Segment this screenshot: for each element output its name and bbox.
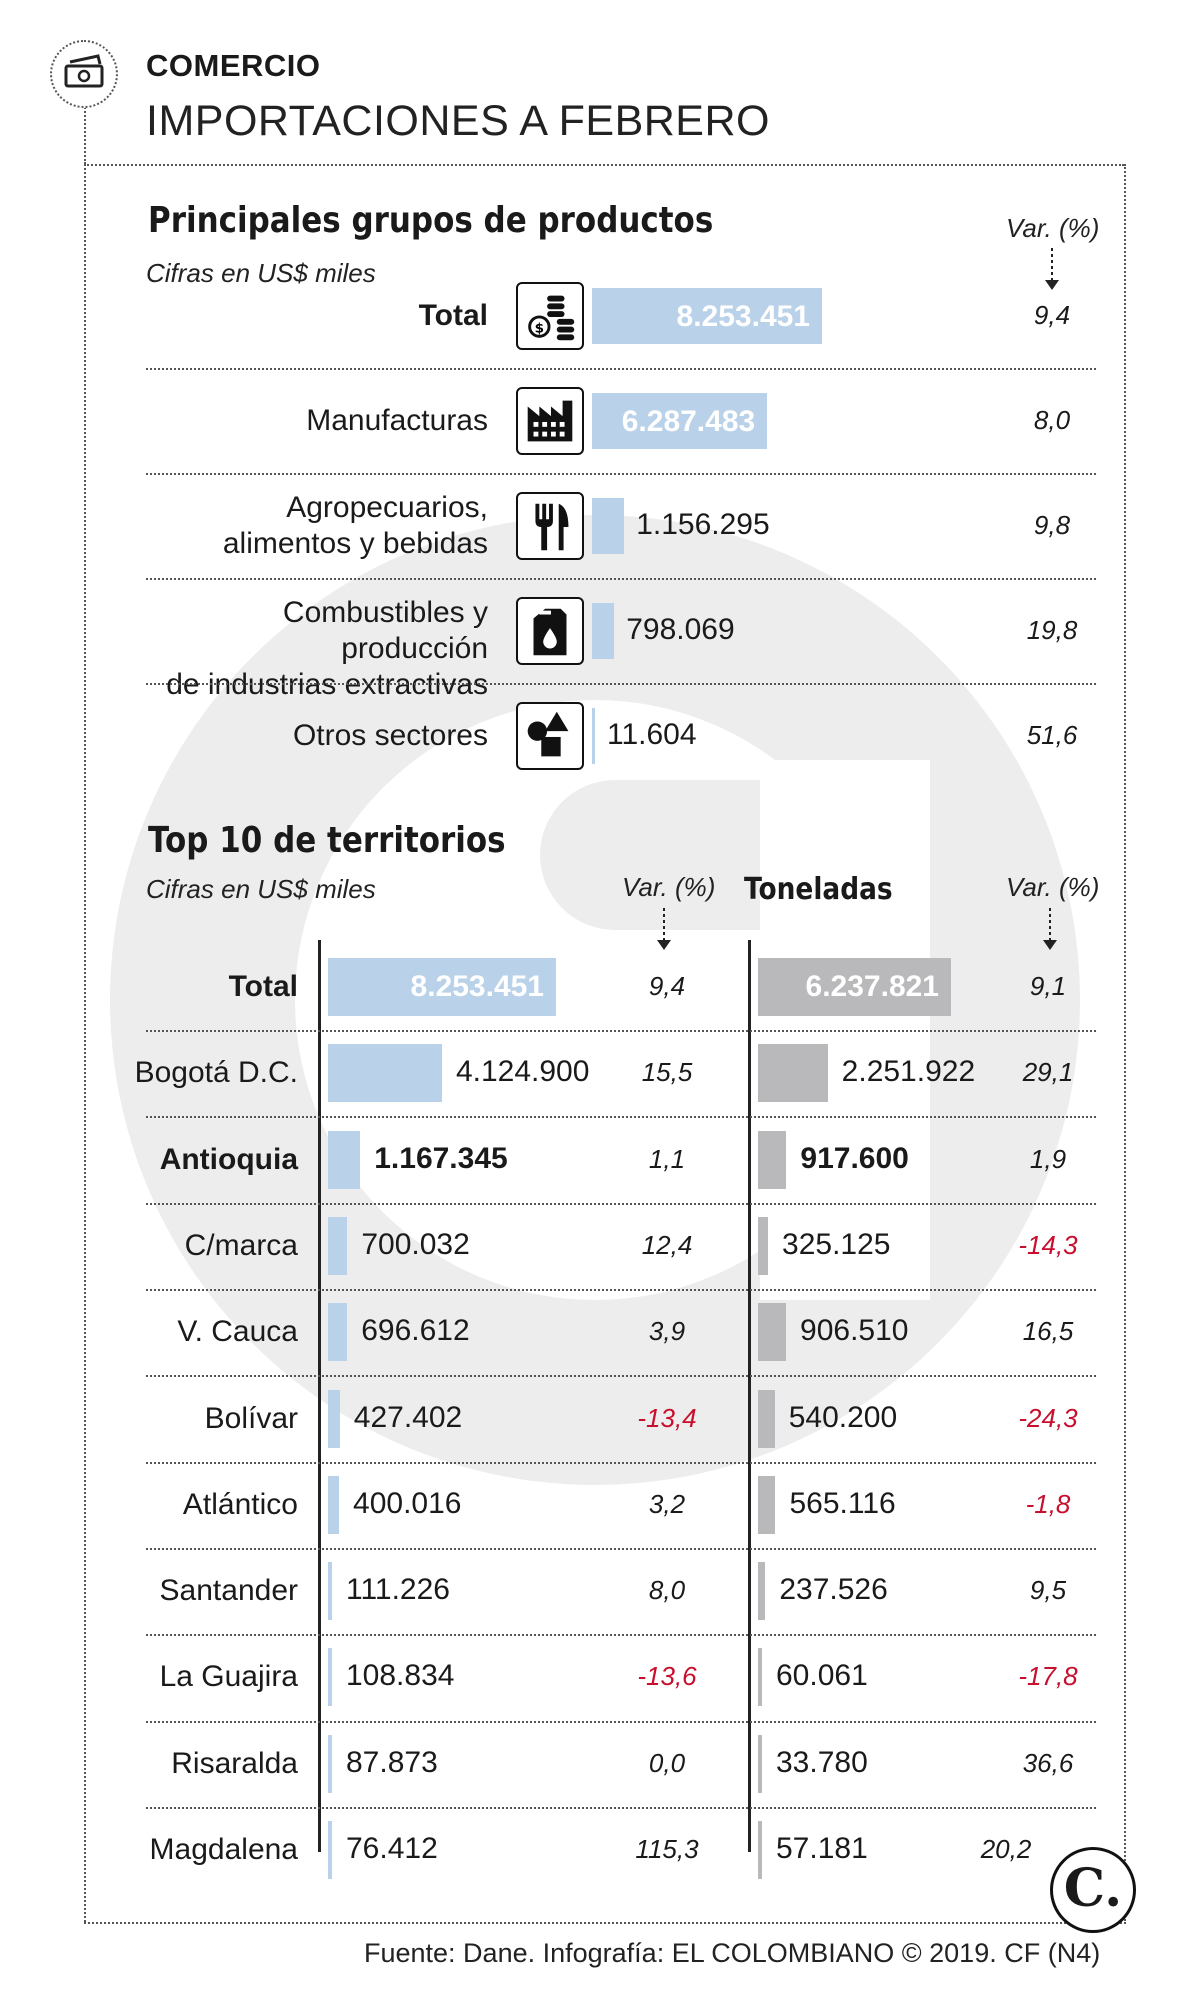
- tons-bar: [758, 1476, 775, 1534]
- tons-var: 36,6: [1022, 1747, 1074, 1778]
- tons-value-label: 57.181: [776, 1832, 868, 1865]
- product-bar: [592, 498, 624, 554]
- product-var: 9,8: [1033, 510, 1071, 540]
- territories-var-arrow-icon: [652, 906, 676, 954]
- product-label: [128, 298, 488, 334]
- territory-var: -13,4: [637, 1402, 697, 1433]
- product-label-line: alimentos y bebidas: [222, 527, 488, 560]
- tons-value-label: 2.251.922: [841, 1055, 976, 1089]
- tons-value-label: 906.510: [800, 1314, 909, 1348]
- product-label: [128, 490, 488, 562]
- territory-label: Total: [228, 970, 298, 1003]
- product-label: [128, 718, 488, 754]
- product-var: 19,8: [1026, 615, 1078, 645]
- product-separator: [146, 473, 1096, 475]
- tons-var: 29,1: [1022, 1057, 1074, 1088]
- territory-bar: [328, 1648, 332, 1706]
- territory-label: Magdalena: [149, 1833, 298, 1866]
- product-var: 51,6: [1026, 720, 1078, 750]
- product-value-label: 1.156.295: [636, 508, 770, 541]
- territory-var: -13,6: [637, 1661, 697, 1692]
- territory-separator: [146, 1548, 1096, 1550]
- territories-title: Top 10 de territorios: [148, 820, 506, 861]
- territory-var: 0,0: [648, 1747, 686, 1778]
- territory-label: Bolívar: [204, 1401, 298, 1435]
- tons-var: 16,5: [1022, 1316, 1074, 1347]
- territory-bar: [328, 1044, 442, 1102]
- territory-separator: [146, 1807, 1096, 1809]
- source-note: Fuente: Dane. Infografía: EL COLOMBIANO © 2019. CF (N4): [364, 1938, 1101, 1968]
- tons-value-label: 60.061: [776, 1659, 868, 1693]
- territory-bar: [328, 1821, 332, 1879]
- territory-label: Atlántico: [182, 1487, 298, 1521]
- territory-bar: [328, 1735, 332, 1793]
- svg-text:$: $: [534, 320, 545, 337]
- territory-var: 15,5: [641, 1057, 693, 1088]
- product-separator: [146, 368, 1096, 370]
- territory-value-label: 76.412: [346, 1832, 438, 1865]
- tons-value-label: 6.237.821: [805, 970, 939, 1003]
- products-var-arrow-icon: [1040, 246, 1064, 294]
- product-separator: [146, 683, 1096, 685]
- territory-value-label: 1.167.345: [374, 1141, 508, 1175]
- product-value-label: 8.253.451: [676, 300, 810, 333]
- tons-value-label: 540.200: [788, 1400, 898, 1434]
- territory-label: Bogotá D.C.: [134, 1056, 298, 1090]
- product-var: 8,0: [1033, 405, 1071, 435]
- tons-var: 20,2: [980, 1834, 1032, 1864]
- territory-bar: [328, 1476, 339, 1534]
- tons-bar: [758, 1217, 768, 1275]
- territory-var: 115,3: [635, 1834, 699, 1864]
- territory-var: 8,0: [648, 1575, 686, 1606]
- territory-value-label: 427.402: [353, 1400, 463, 1434]
- products-var-header: Var. (%): [1006, 213, 1100, 243]
- territory-var: 1,1: [648, 1143, 686, 1174]
- product-value-label: 798.069: [626, 613, 735, 646]
- product-label: [128, 595, 488, 703]
- territory-bar: [328, 1217, 347, 1275]
- territory-value-label: 700.032: [361, 1227, 470, 1261]
- tons-var: -1,8: [1025, 1488, 1071, 1519]
- territory-value-label: 400.016: [353, 1486, 462, 1520]
- territories-var-header: Var. (%): [622, 872, 716, 902]
- tons-value-label: 33.780: [776, 1745, 868, 1779]
- factory-icon: [516, 387, 584, 455]
- tons-var: -17,8: [1018, 1661, 1078, 1692]
- territory-var: 3,9: [648, 1316, 686, 1347]
- territory-label: C/marca: [184, 1228, 298, 1262]
- territory-label: La Guajira: [159, 1660, 298, 1694]
- territory-value-label: 4.124.900: [455, 1055, 590, 1089]
- product-bar: [592, 708, 595, 764]
- cutlery-icon: [516, 492, 584, 560]
- tons-value-label: 565.116: [789, 1486, 896, 1520]
- product-label-line: de industrias extractivas: [166, 668, 488, 701]
- territory-bar: [328, 1131, 360, 1189]
- product-label-line: Manufacturas: [306, 404, 488, 437]
- tons-value-label: 325.125: [782, 1227, 891, 1261]
- territory-label: V. Cauca: [177, 1315, 298, 1349]
- tons-bar: [758, 1562, 765, 1620]
- product-label-line: Agropecuarios,: [286, 491, 488, 524]
- territory-var: 3,2: [648, 1488, 686, 1519]
- tons-var: 9,1: [1029, 971, 1067, 1001]
- territory-value-label: 8.253.451: [410, 970, 544, 1003]
- territory-separator: [146, 1030, 1096, 1032]
- tons-bar: [758, 1821, 762, 1879]
- header-connector: [84, 104, 86, 164]
- territory-separator: [146, 1375, 1096, 1377]
- territories-axis-line: [318, 940, 321, 1852]
- product-var: 9,4: [1033, 300, 1071, 330]
- tons-var: -14,3: [1018, 1229, 1078, 1260]
- tons-var-header: Var. (%): [1006, 872, 1100, 902]
- tons-bar: [758, 1044, 828, 1102]
- tons-axis-line: [748, 940, 751, 1852]
- territory-label: Santander: [159, 1574, 298, 1608]
- territory-value-label: 111.226: [346, 1573, 450, 1607]
- products-title: Principales grupos de productos: [148, 200, 714, 241]
- product-bar: [592, 603, 614, 659]
- tons-bar: [758, 1735, 762, 1793]
- product-label-line: Total: [418, 299, 488, 332]
- product-separator: [146, 578, 1096, 580]
- tons-value-label: 237.526: [779, 1573, 888, 1607]
- headline: IMPORTACIONES A FEBRERO: [146, 97, 770, 145]
- tons-bar: [758, 1303, 786, 1361]
- tons-value-label: 917.600: [800, 1141, 909, 1175]
- territory-separator: [146, 1203, 1096, 1205]
- brand-logo: C.: [1050, 1847, 1136, 1933]
- tons-header: Toneladas: [744, 872, 893, 907]
- tons-var: 9,5: [1029, 1575, 1067, 1606]
- territory-bar: [328, 1303, 347, 1361]
- tons-bar: [758, 1131, 786, 1189]
- shapes-icon: [516, 702, 584, 770]
- territory-label: Antioquia: [159, 1142, 298, 1176]
- coins-icon: [516, 282, 584, 350]
- kicker: COMERCIO: [146, 48, 321, 83]
- territory-separator: [146, 1462, 1096, 1464]
- tons-var-arrow-icon: [1038, 906, 1062, 954]
- territory-separator: [146, 1721, 1096, 1723]
- fuel-can-icon: [516, 597, 584, 665]
- territory-var: 9,4: [648, 971, 686, 1001]
- territory-bar: [328, 1390, 340, 1448]
- products-subtitle: Cifras en US$ miles: [146, 258, 376, 288]
- territory-bar: [328, 1562, 332, 1620]
- territories-subtitle: Cifras en US$ miles: [146, 874, 376, 904]
- product-value-label: 6.287.483: [621, 405, 756, 438]
- territory-var: 12,4: [641, 1229, 693, 1260]
- territory-value-label: 696.612: [361, 1314, 470, 1348]
- territory-label: Risaralda: [171, 1746, 298, 1780]
- tons-var: 1,9: [1029, 1143, 1067, 1174]
- tons-bar: [758, 1648, 762, 1706]
- territory-separator: [146, 1289, 1096, 1291]
- product-label: [128, 403, 488, 439]
- territory-separator: [146, 1116, 1096, 1118]
- territory-value-label: 87.873: [346, 1745, 438, 1779]
- tons-bar: [758, 1390, 775, 1448]
- territory-value-label: 108.834: [346, 1659, 455, 1693]
- product-value-label: 11.604: [607, 718, 697, 751]
- tons-var: -24,3: [1018, 1402, 1078, 1433]
- territory-separator: [146, 1634, 1096, 1636]
- money-icon: [50, 40, 118, 108]
- product-label-line: Otros sectores: [292, 719, 488, 752]
- product-label-line: Combustibles y producción: [282, 596, 488, 665]
